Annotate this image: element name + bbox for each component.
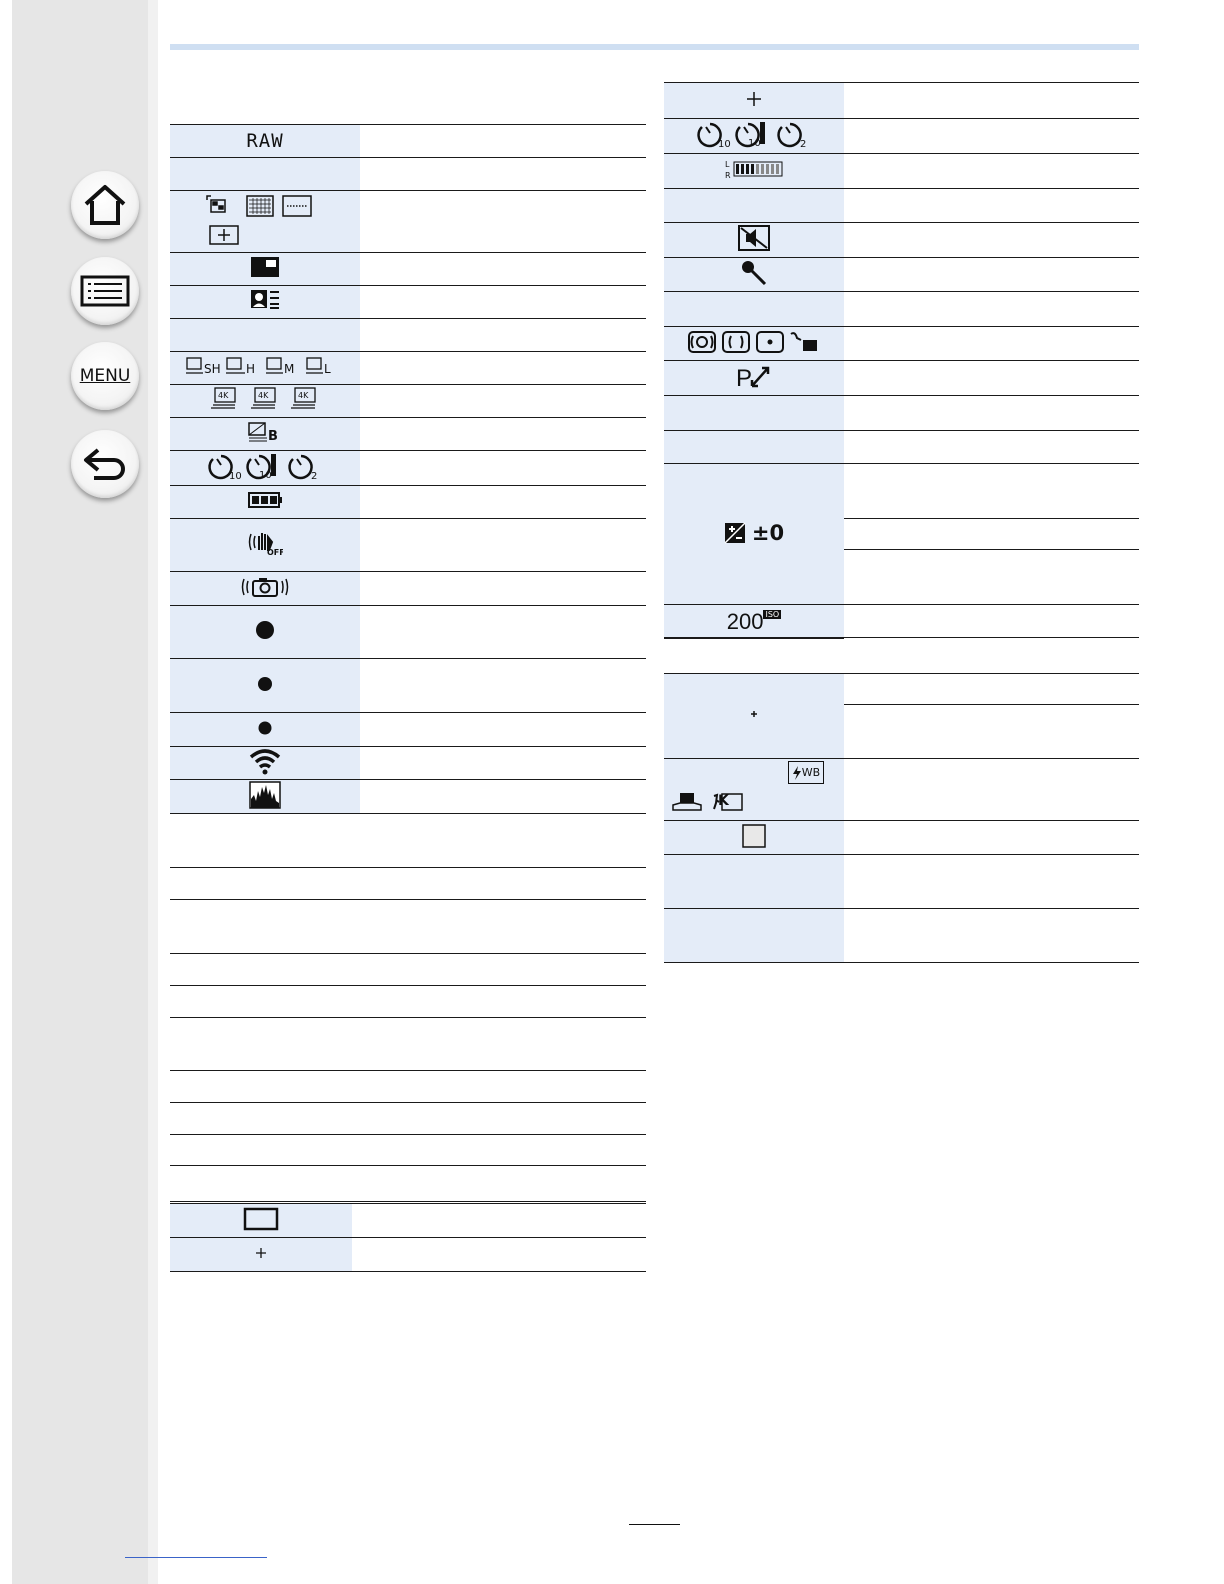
svg-text:4K: 4K [298, 391, 309, 400]
table-row [170, 451, 646, 486]
iso-badge: ISO [765, 609, 780, 619]
table-row [170, 1204, 646, 1238]
table-row [170, 253, 646, 286]
table-row [664, 855, 1139, 909]
left-icon-table [170, 124, 646, 1202]
table-row [664, 189, 1139, 223]
table-row [664, 821, 1139, 855]
list-icon [80, 275, 130, 307]
table-row [664, 605, 1139, 639]
footer-link-underline[interactable] [125, 1557, 267, 1558]
svg-text:4K: 4K [258, 391, 269, 400]
svg-text:10: 10 [748, 138, 761, 149]
svg-text:P: P [736, 365, 753, 390]
table-row [664, 154, 1139, 189]
svg-text:R: R [725, 171, 731, 180]
table-row [664, 464, 1139, 519]
wifi-icon [249, 747, 281, 775]
svg-text:10: 10 [718, 139, 731, 149]
contents-button[interactable] [71, 257, 139, 325]
svg-text:10: 10 [259, 470, 272, 481]
self-timer-icons [205, 451, 325, 481]
table-row [170, 125, 646, 158]
bracket-icon [247, 421, 283, 443]
metering-mode-icons [687, 330, 821, 354]
svg-text:H: H [246, 362, 256, 376]
table-row [170, 385, 646, 418]
table-row [170, 1135, 646, 1166]
table-row [170, 1166, 646, 1202]
svg-text:2: 2 [800, 139, 807, 149]
table-row [664, 396, 1139, 431]
table-row [664, 223, 1139, 258]
exposure-comp-icon [724, 522, 746, 544]
table-row [170, 986, 646, 1018]
battery-icon [248, 492, 282, 508]
table-row [170, 713, 646, 747]
audio-level-icon [724, 158, 784, 180]
table-row [170, 1018, 646, 1071]
af-mode-icons [205, 194, 325, 246]
table-row [664, 431, 1139, 464]
table-row [170, 286, 646, 319]
table-row [170, 352, 646, 385]
svg-text:L: L [725, 160, 730, 169]
table-row [170, 486, 646, 519]
table-row [170, 814, 646, 868]
kelvin-label: K [718, 793, 729, 809]
home-icon [82, 184, 128, 226]
table-row [170, 1238, 646, 1272]
table-row [664, 674, 1139, 705]
back-arrow-icon [82, 446, 128, 482]
raw-icon: RAW [246, 130, 284, 152]
table-row [664, 909, 1139, 963]
table-row [664, 361, 1139, 396]
small-plus-icon [746, 706, 762, 722]
table-row [170, 1071, 646, 1103]
svg-text:B: B [268, 429, 278, 443]
wb-extra-icons [672, 791, 752, 813]
table-row [170, 606, 646, 659]
table-row [170, 747, 646, 780]
table-row [170, 1103, 646, 1135]
table-row [664, 638, 1139, 674]
home-button[interactable] [71, 171, 139, 239]
wb-label: WB [801, 766, 821, 779]
menu-button[interactable] [71, 342, 139, 410]
table-row [664, 327, 1139, 361]
iso-indicator [726, 608, 781, 634]
record-dot-medium [257, 676, 273, 692]
svg-text:M: M [284, 362, 295, 376]
af-area-crosshair-icon [745, 90, 763, 108]
shake-alert-icon [240, 576, 290, 598]
table-row [664, 83, 1139, 119]
record-dot-small [257, 720, 273, 736]
svg-text:2: 2 [311, 471, 318, 481]
iso-number: 200 [726, 608, 764, 634]
table-row [170, 319, 646, 352]
back-button[interactable] [71, 430, 139, 498]
exposure-value: ±0 [751, 520, 785, 545]
microphone-icon [740, 259, 768, 287]
silent-mode-icon [738, 225, 770, 251]
sidebar-edge [148, 0, 158, 1584]
svg-text:10: 10 [229, 471, 242, 481]
svg-text:4K: 4K [218, 391, 229, 400]
table-row [170, 780, 646, 814]
table-row [664, 292, 1139, 327]
program-shift-icon [734, 362, 774, 390]
crosshair-icon [254, 1246, 268, 1260]
table-row [664, 258, 1139, 292]
flash-icon [792, 765, 802, 781]
record-dot-large [255, 620, 275, 640]
table-row [170, 418, 646, 451]
svg-text:L: L [324, 362, 331, 376]
white-box-icon [741, 823, 767, 849]
table-row [170, 954, 646, 986]
exposure-compensation [724, 521, 784, 545]
face-detection-icon [250, 289, 280, 311]
table-row [170, 572, 646, 606]
table-row [170, 191, 646, 253]
4k-photo-icons [205, 386, 325, 412]
stabilizer-off-icon [247, 530, 283, 556]
menu-label: MENU [79, 366, 131, 386]
burst-mode-icons [185, 355, 345, 377]
svg-text:SH: SH [204, 362, 221, 376]
table-row [170, 868, 646, 900]
left-lower-table [170, 1203, 646, 1272]
sidebar [12, 0, 148, 1584]
frame-icon [243, 1207, 279, 1231]
page-number-rule [629, 1524, 680, 1525]
table-row [170, 900, 646, 954]
table-row [664, 119, 1139, 154]
histogram-icon [249, 781, 281, 809]
table-row [170, 659, 646, 713]
self-timer-icons [694, 119, 814, 149]
top-rule [170, 44, 1139, 50]
right-icon-table [664, 82, 1139, 639]
aspect-icon [250, 256, 280, 278]
svg-text:OFF: OFF [267, 548, 283, 556]
table-row [170, 519, 646, 572]
flash-wb-icon [788, 761, 824, 784]
table-row [170, 158, 646, 191]
